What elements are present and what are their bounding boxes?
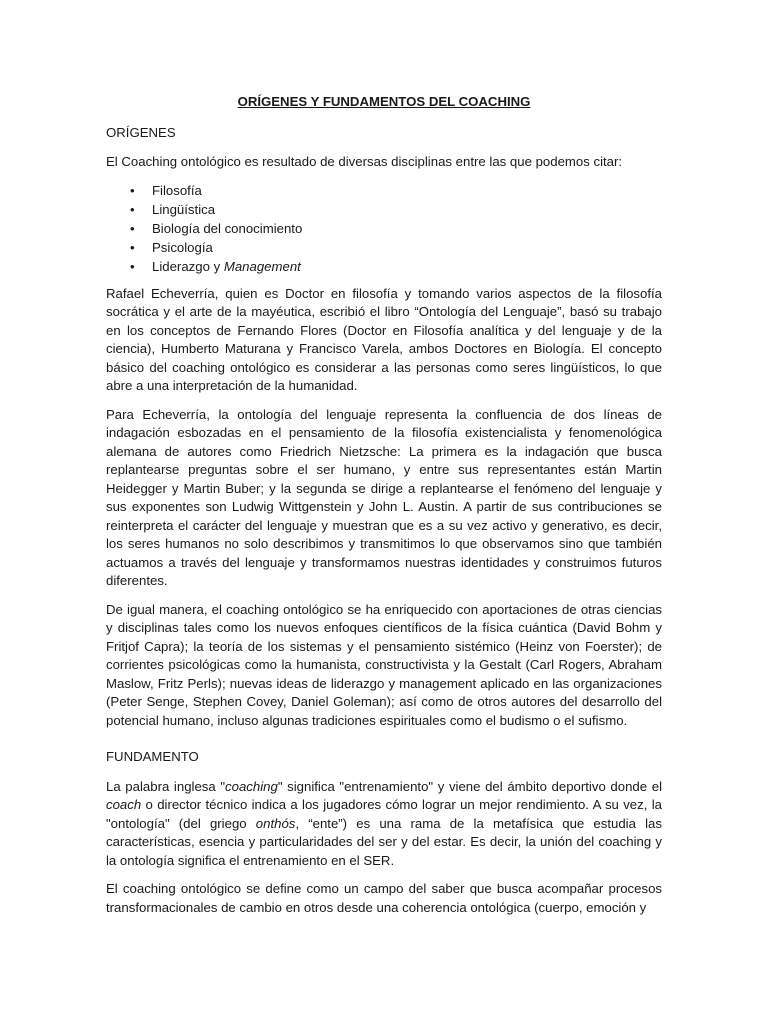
text-run: o director técnico indica a los jugadores cómo lograr un mejor rendimiento. A su vez, la "ontología" (del griego <box>106 797 662 831</box>
foundation-heading: FUNDAMENTO <box>106 749 199 764</box>
italic-run: coaching <box>225 778 278 794</box>
text-run: , “ente”) es una rama de la metafísica que estudia las características, esencia y particularidades del ser y del estar. Es decir, la unión del coaching y la ontología significa el entrenamiento en el SER. <box>106 815 662 868</box>
list-item-text: Lingüística <box>152 201 216 217</box>
paragraph-ontology-language: Para Echeverría, la ontología del lenguaje representa la confluencia de dos líneas de indagación esbozadas en el pensamiento de la filosofía existencialista y fenomenológica alemana de autores como Friedrich Nietzsche: La primera es la indagación que busca replantearse preguntas sobre el ser humano, y entre sus representantes están Martin Heidegger y Martin Buber; y la segunda se dirige a replantearse el fenómeno del lenguaje y sus exponentes son Ludwig Wittgenstein y John L. Austin. A partir de sus contribuciones se reinterpreta el carácter del lenguaje y muestran que es a su vez activo y generativo, es decir, los seres humanos no solo describimos y transmitimos lo que observamos sino que también actuamos a través del lenguaje y transformamos nuestras identidades y construimos futuros diferentes. <box>106 406 662 588</box>
list-item <box>130 238 662 257</box>
list-item-italic-text: Management <box>223 258 301 274</box>
italic-run: coach <box>106 797 142 812</box>
bullet-icon: • <box>130 201 135 217</box>
bullet-icon: • <box>130 239 135 255</box>
paragraph-echeverria: Rafael Echeverría, quien es Doctor en filosofía y tomando varios aspectos de la filosofía socrática y el arte de la mayéutica, escribió el libro “Ontología del Lenguaje”, basó su trabajo en los conceptos de Fernando Flores (Doctor en Filosofía analítica y del lenguaje y de la ciencia), Humberto Maturana y Francisco Varela, ambos Doctores en Biología. El concepto básico del coaching ontológico es considerar a las personas como seres lingüísticos, lo que abre a una interpretación de la humanidad. <box>106 285 662 393</box>
origins-heading: ORÍGENES <box>106 124 176 140</box>
document-title: ORÍGENES Y FUNDAMENTOS DEL COACHING <box>237 94 531 109</box>
list-item-text: Filosofía <box>152 182 202 198</box>
italic-run: onthós <box>255 815 296 831</box>
bullet-icon: • <box>130 220 135 236</box>
paragraph-ontological-coaching: El coaching ontológico se define como un campo del saber que busca acompañar procesos transformacionales de cambio en otros desde una coherencia ontológica (cuerpo, emoción y <box>106 881 662 915</box>
list-item-text: Psicología <box>152 239 213 255</box>
paragraph-other-sciences: De igual manera, el coaching ontológico se ha enriquecido con aportaciones de otras ciencias y disciplinas tales como los nuevos enfoques científicos de la física cuántica (David Bohm y Fritjof Capra); la teoría de los sistemas y el pensamiento sistémico (Heinz von Foerster); de corrientes psicológicas como la humanista, constructivista y la Gestalt (Carl Rogers, Abraham Maslow, Fritz Perls); nuevas ideas de liderazgo y management aplicado en las organizaciones (Peter Senge, Stephen Covey, Daniel Goleman); así como de otros autores del desarrollo del potencial humano, incluso algunas tradiciones espirituales como el budismo o el sufismo. <box>106 601 662 728</box>
bullet-icon: • <box>130 258 135 274</box>
list-item-text: Biología del conocimiento <box>152 220 303 236</box>
origins-intro: El Coaching ontológico es resultado de diversas disciplinas entre las que podemos citar: <box>106 154 623 169</box>
list-item <box>130 200 662 219</box>
text-run: " significa "entrenamiento" y viene del ámbito deportivo donde el <box>277 778 662 794</box>
paragraph-coaching-definition <box>106 778 662 871</box>
list-item <box>130 219 662 238</box>
bullet-icon: • <box>130 182 135 198</box>
list-item <box>130 181 662 200</box>
list-item-text: Liderazgo y <box>152 258 224 274</box>
disciplines-list <box>106 181 662 276</box>
text-run: La palabra inglesa " <box>106 778 226 794</box>
list-item <box>130 257 662 276</box>
